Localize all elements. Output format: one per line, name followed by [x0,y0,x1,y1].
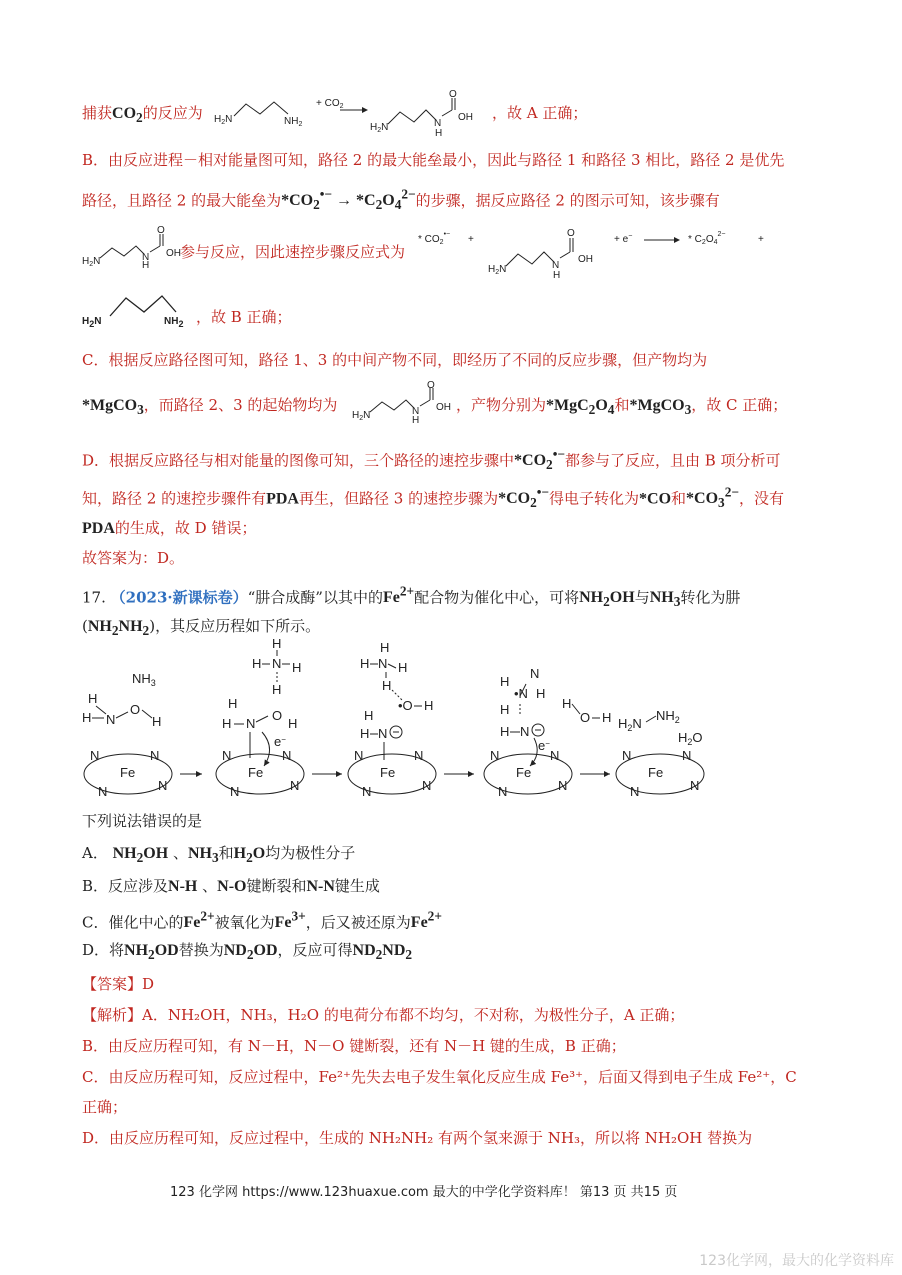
svg-text:H2N: H2N [82,316,102,329]
q17-explain-d: D．由反应历程可知，反应过程中，生成的 NH₂NH₂ 有两个氢来源于 NH₃，所以将 NH₂OH 替换为 [82,1129,753,1147]
svg-text:H2N: $H_2N$ [618,716,642,733]
svg-text:H2N: $H_2N$ [214,114,233,126]
svg-text:OH: OH [166,248,181,259]
svg-text:+: + [468,234,474,245]
q17-answer: 【答案】D [82,975,155,993]
svg-text:H: H [500,724,510,739]
svg-text:Fe: Fe [516,765,532,780]
svg-text:•N: •N [514,686,528,701]
svg-text:N: N [246,716,256,731]
svg-text:N: N [622,748,632,763]
carbamic-acid-structure-1 [82,222,188,271]
svg-text:H: H [360,726,370,741]
svg-text:+ e−: + e− [614,233,633,245]
q16-d-line2: 知，路径 2 的速控步骤件有PDA再生，但路径 3 的速控步骤为$*CO_2^{•-}$得电子转化为*CO和$*CO_3^{2-}$，没有 [82,485,784,511]
svg-text:H: H [380,640,390,655]
svg-text:H2N: $H_2N$ [352,410,371,422]
svg-text:N: N [550,748,560,763]
svg-text:H: H [398,660,408,675]
svg-text:H: H [142,260,150,271]
rate-step-equation [418,222,778,282]
svg-text:N: N [490,748,500,763]
svg-text:H: H [500,702,510,717]
q17-explain-a: 【解析】A．NH₂OH，NH₃，H₂O 的电荷分布都不均匀，不对称，为极性分子，A 正确； [82,1006,685,1024]
q17-explain-c1: C．由反应历程可知，反应过程中，Fe²⁺先失去电子发生氧化反应生成 Fe³⁺，后面又得到电子生成 Fe²⁺，C [82,1068,797,1086]
q17-stem-line2: $(NH_2NH_2)$，其反应历程如下所示。 [82,617,321,639]
svg-text:N: N [530,666,540,681]
svg-text:O: O [580,710,591,725]
svg-text:H: H [602,710,612,725]
svg-text:O: O [272,708,283,723]
svg-text:Fe: Fe [380,765,396,780]
svg-text:OH: OH [458,112,473,123]
q16-b-line2: 路径，且路径 2 的最大能垒为$*CO_2^{•-} \to *C_2O_4^{2-}$的步骤，据反应路径 2 的图示可知，该步骤有 [82,187,720,213]
svg-text:e−: e− [274,734,286,749]
q16-c-line1: C．根据反应路径图可知，路径 1、3 的中间产物不同，即经历了不同的反应步骤，但产物均为 [82,351,708,369]
watermark: 123化学网，最大的化学资料库 [699,1253,894,1269]
svg-text:+ CO2: + $CO_2$ [316,98,344,110]
stage-3 [348,640,436,799]
svg-text:H: H [272,682,282,697]
svg-text:O: O [157,225,165,236]
svg-text:N: N [158,778,168,793]
svg-text:Fe: Fe [248,765,264,780]
svg-text:N: N [362,784,372,799]
svg-text:H: H [272,636,282,651]
svg-text:H: H [152,714,162,729]
q17-option-a: A． $NH_2OH$ 、$NH_3$和$H_2O$均为极性分子 [82,844,356,866]
svg-text:H: H [435,128,443,139]
svg-text:H: H [292,660,302,675]
svg-text:N: N [434,118,442,129]
svg-text:Fe: Fe [648,765,664,780]
q17-explain-b: B．由反应历程可知，有 N－H，N－O 键断裂，还有 N－H 键的生成，B 正确； [82,1037,626,1055]
svg-text:NH2: $NH_2$ [284,116,303,128]
svg-text:Fe: Fe [120,765,136,780]
svg-text:H: H [252,656,262,671]
svg-text:N: N [498,784,508,799]
svg-text:N: N [682,748,692,763]
svg-text:N: N [520,724,530,739]
svg-text:N: N [422,778,432,793]
svg-text:OH: OH [578,254,593,265]
svg-text:N: N [558,778,568,793]
svg-text:N: N [90,748,100,763]
svg-text:e−: e− [538,738,550,753]
svg-text:N: N [552,260,560,271]
q16-a-tail: ，故 A 正确； [492,104,588,122]
svg-text:H: H [382,678,392,693]
co2-capture-equation [212,89,492,139]
carbamic-acid-structure-2 [352,380,456,424]
q16-a-line: 捕获$CO_2$的反应为 [82,104,203,126]
svg-text:N: N [630,784,640,799]
svg-text:H: H [562,696,572,711]
svg-text:N: N [378,656,388,671]
svg-text:H: H [88,691,98,706]
svg-text:N: N [272,656,282,671]
svg-text:+: + [758,234,764,245]
svg-text:OH: OH [436,402,451,413]
q16-d-line1: D．根据反应路径与相对能量的图像可知，三个路径的速控步骤中$*CO_2^{•-}$都参与了反应，且由 B 项分析可 [82,447,781,473]
svg-text:NH2: NH2 [164,316,184,329]
svg-text:O: O [130,702,141,717]
svg-text:N: N [106,712,116,727]
svg-text:N: N [354,748,364,763]
q16-c-line2a: *MgCO$_3$，而路径 2、3 的起始物均为 [82,396,338,418]
svg-text:NH3: $NH_3$ [132,671,156,688]
stage-5 [616,708,704,799]
svg-text:O: O [427,380,435,391]
svg-text:H: H [424,698,434,713]
q16-b-line1: B．由反应进程－相对能量图可知，路径 2 的最大能垒最小，因此与路径 1 和路径 3 相比，路径 2 是优先 [82,151,785,169]
svg-text:H2N: $H_2N$ [488,264,507,276]
svg-text:N: N [412,406,420,417]
svg-text:H: H [500,674,510,689]
q17-option-d: D．将$NH_2OD$替换为$ND_2OD$，反应可得$ND_2ND_2$ [82,941,413,963]
svg-text:H: H [553,270,561,281]
q17-option-b: B．反应涉及N-H 、N-O键断裂和N-N键生成 [82,877,380,895]
svg-text:H: H [288,716,298,731]
svg-text:H: H [364,708,374,723]
svg-text:H2N: $H_2N$ [370,122,389,134]
svg-text:O: O [567,228,575,239]
svg-text:O: O [449,89,457,100]
svg-text:N: N [230,784,240,799]
svg-text:H: H [222,716,232,731]
page-footer: 123 化学网 https://www.123huaxue.com 最大的中学化学资料库！ 第13 页 共15 页 [170,1185,678,1200]
q16-c-line2b: ，产物分别为$*MgC_2O_4$和*MgCO$_3$，故 C 正确； [456,396,788,418]
svg-text:H: H [82,710,92,725]
q17-question: 下列说法错误的是 [82,812,203,830]
svg-text:H: H [228,696,238,711]
q16-b-line4: ，故 B 正确； [196,308,292,326]
q17-stem-line1: 17. （2023·新课标卷）“肼合成酶”以其中的$Fe^{2+}$配合物为催化中心，可将$NH_2OH$与$NH_3$转化为肼 [82,584,741,610]
svg-text:H: H [412,415,420,426]
stage-1 [82,671,172,799]
q16-answer: 故答案为：D。 [82,549,185,567]
svg-text:N: N [414,748,424,763]
svg-text:H: H [360,656,370,671]
svg-text:NH2: $NH_2$ [656,708,680,725]
q16-d-line3: PDA的生成，故 D 错误； [82,519,257,537]
svg-text:* C2O42−: * $C_2O_4^{2-}$ [688,231,726,246]
svg-text:N: N [282,748,292,763]
diamine-structure [82,290,202,330]
svg-text:•O: •O [398,698,413,713]
svg-text:* CO2•−: * $CO_2^{•-}$ [418,231,451,246]
svg-text:N: N [98,784,108,799]
stage-4 [484,666,611,799]
svg-text:N: N [142,252,150,263]
q16-b-line3: 参与反应，因此速控步骤反应式为 [180,243,406,261]
svg-text:H2O: $H_2O$ [678,730,703,747]
stage-2 [216,636,304,799]
svg-text:N: N [378,726,388,741]
svg-text:N: N [690,778,700,793]
q17-explain-c2: 正确； [82,1098,128,1116]
svg-text:N: N [150,748,160,763]
svg-text:N: N [290,778,300,793]
svg-text:N: N [222,748,232,763]
svg-text:H2N: $H_2N$ [82,256,101,268]
svg-text:H: H [536,686,546,701]
q17-option-c: C．催化中心的$Fe^{2+}$被氧化为$Fe^{3+}$，后又被还原为$Fe^{2+}$ [82,909,442,932]
reaction-mechanism-diagram [80,636,720,808]
